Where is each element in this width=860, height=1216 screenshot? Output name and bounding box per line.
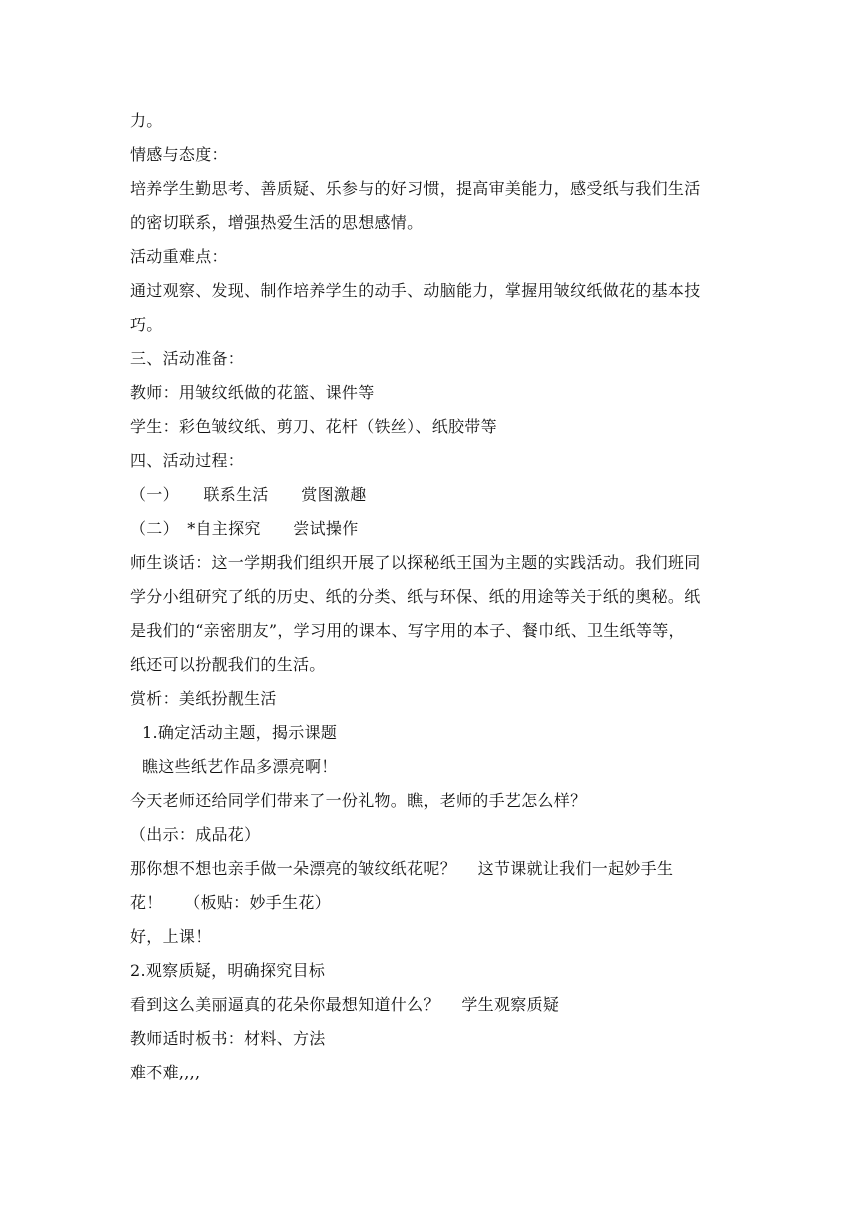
- text-line: 培养学生勤思考、善质疑、乐参与的好习惯，提高审美能力，感受纸与我们生活: [130, 179, 701, 198]
- text-line: 那你想不想也亲手做一朵漂亮的皱纹纸花呢？ 这节课就让我们一起妙手生: [130, 859, 674, 878]
- text-line: 教师：用皱纹纸做的花篮、课件等: [130, 383, 375, 402]
- section-heading: 三、活动准备：: [130, 349, 245, 368]
- section-heading: 活动重难点：: [130, 247, 228, 266]
- section-heading: 四、活动过程：: [130, 451, 245, 470]
- text-line: 学分小组研究了纸的历史、纸的分类、纸与环保、纸的用途等关于纸的奥秘。纸: [130, 587, 701, 606]
- text-line: 学生：彩色皱纹纸、剪刀、花杆（铁丝）、纸胶带等: [130, 417, 497, 436]
- text-line: （出示：成品花）: [130, 825, 261, 844]
- section-heading: 情感与态度：: [130, 145, 228, 164]
- text-line: 巧。: [130, 315, 163, 334]
- text-line: 师生谈话：这一学期我们组织开展了以探秘纸王国为主题的实践活动。我们班同: [130, 553, 701, 572]
- numbered-step: 1.确定活动主题，揭示课题: [142, 723, 338, 742]
- numbered-step: 2.观察质疑，明确探究目标: [130, 961, 326, 980]
- text-line: 难不难,,,,: [130, 1063, 201, 1082]
- text-line: 看到这么美丽逼真的花朵你最想知道什么？ 学生观察质疑: [130, 995, 560, 1014]
- text-line: 是我们的“亲密朋友”，学习用的课本、写字用的本子、餐巾纸、卫生纸等等，: [130, 621, 685, 640]
- text-line: 的密切联系，增强热爱生活的思想感情。: [130, 213, 424, 232]
- text-line: 瞧这些纸艺作品多漂亮啊！: [142, 757, 338, 776]
- text-line: 花！ （板贴：妙手生花）: [130, 893, 331, 912]
- text-line: 力。: [130, 111, 163, 130]
- text-line: 赏析：美纸扮靓生活: [130, 689, 277, 708]
- text-line: 通过观察、发现、制作培养学生的动手、动脑能力，掌握用皱纹纸做花的基本技: [130, 281, 701, 300]
- text-line: 今天老师还给同学们带来了一份礼物。瞧，老师的手艺怎么样？: [130, 791, 587, 810]
- text-line: 纸还可以扮靓我们的生活。: [130, 655, 326, 674]
- subsection-heading: （二） *自主探究 尝试操作: [130, 519, 359, 538]
- text-line: 好，上课！: [130, 927, 212, 946]
- text-line: 教师适时板书：材料、方法: [130, 1029, 326, 1048]
- subsection-heading: （一） 联系生活 赏图激趣: [130, 485, 367, 504]
- document-body: [130, 104, 740, 1090]
